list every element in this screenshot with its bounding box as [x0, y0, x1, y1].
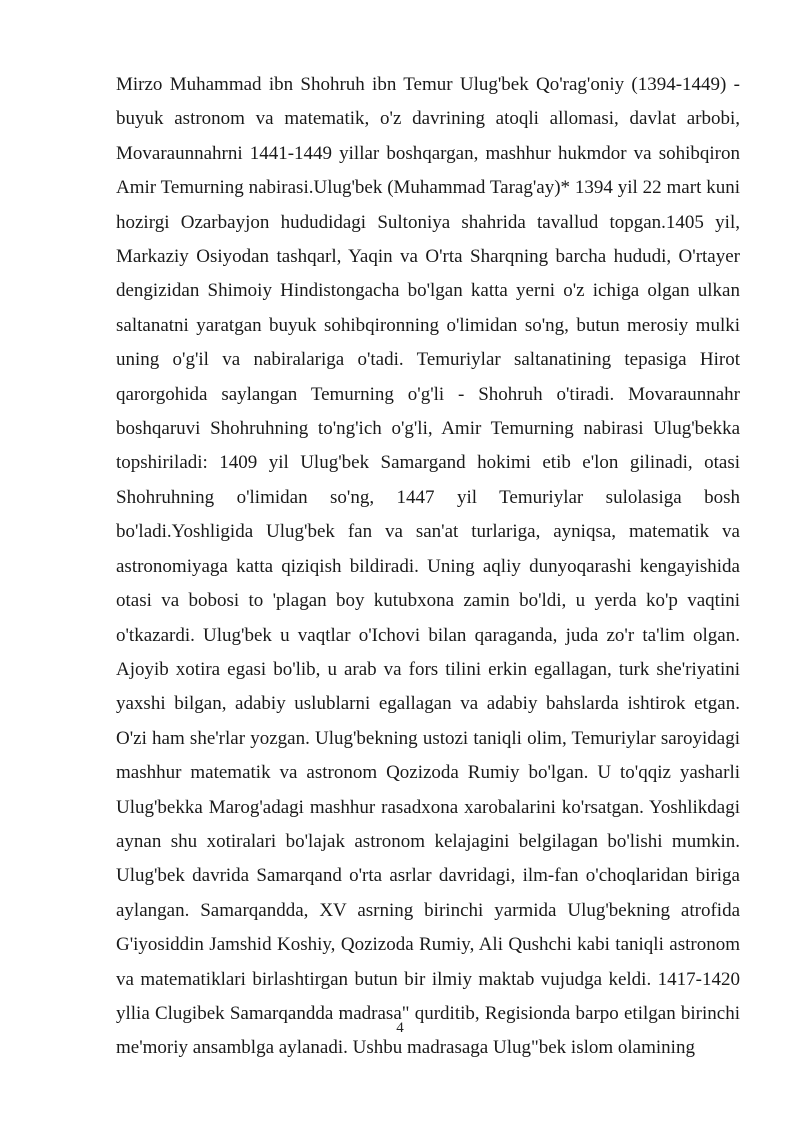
page-number: 4 — [396, 1020, 404, 1036]
body-paragraph: Mirzo Muhammad ibn Shohruh ibn Temur Ulug'bek Qo'rag'oniy (1394-1449) - buyuk astronom va matematik, o'z davrining atoqli allomasi, davlat arbobi, Movaraunnahrni 1441-1449 yillar boshqargan, mashhur hukmdor va sohibqiron Amir Temurning nabirasi.Ulug'bek (Muhammad Tarag'ay)* 1394 yil 22 mart kuni hozirgi Ozarbayjon hududidagi Sultoniya shahrida tavallud topgan.1405 yil, Markaziy Osiyodan tashqarl, Yaqin va O'rta Sharqning barcha hududi, O'rtayer dengizidan Shimoiy Hindistongacha bo'lgan katta yerni o'z ichiga olgan ulkan saltanatni yaratgan buyuk sohibqironning o'limidan so'ng, butun merosiy mulki uning o'g'il va nabiralariga o'tadi. Temuriylar saltanatining tepasiga Hirot qarorgohida saylangan Temurning o'g'li - Shohruh o'tiradi. Movaraunnahr boshqaruvi Shohruhning to'ng'ich o'g'li, Amir Temurning nabirasi Ulug'bekka topshiriladi: 1409 yil Ulug'bek Samargand hokimi etib e'lon gilinadi, otasi Shohruhning o'limidan so'ng, 1447 yil Temuriylar sulolasiga bosh bo'ladi.Yoshligida Ulug'bek fan va san'at turlariga, ayniqsa, matematik va astronomiyaga katta qiziqish bildiradi. Uning aqliy dunyoqarashi kengayishida otasi va bobosi to 'plagan boy kutubxona zamin bo'ldi, u yerda ko'p vaqtini o'tkazardi. Ulug'bek u vaqtlar o'Ichovi bilan qaraganda, juda zo'r ta'lim olgan. Ajoyib xotira egasi bo'lib, u arab va fors tilini erkin egallagan, turk she'riyatini yaxshi bilgan, adabiy uslublarni egallagan va adabiy bahslarda ishtirok etgan. O'zi ham she'rlar yozgan. Ulug'bekning ustozi taniqli olim, Temuriylar saroyidagi mashhur matematik va astronom Qozizoda Rumiy bo'lgan. U to'qqiz yasharli Ulug'bekka Marog'adagi mashhur rasadxona xarobalarini ko'rsatgan. Yoshlikdagi aynan shu xotiralari bo'lajak astronom kelajagini belgilagan bo'lishi mumkin. Ulug'bek davrida Samarqand o'rta asrlar davridagi, ilm-fan o'choqlaridan biriga aylangan. Samarqandda, XV asrning birinchi yarmida Ulug'bekning atrofida G'iyosiddin Jamshid Koshiy, Qozizoda Rumiy, Ali Qushchi kabi taniqli astronom va matematiklari birlashtirgan butun bir ilmiy maktab vujudga keldi. 1417-1420 yllia Clugibek Samarqandda madrasa" qurditib, Regisionda barpo etilgan birinchi me'moriy ansamblga aylanadi. Ushbu madrasaga Ulug"bek islom olamining — [116, 74, 740, 1059]
